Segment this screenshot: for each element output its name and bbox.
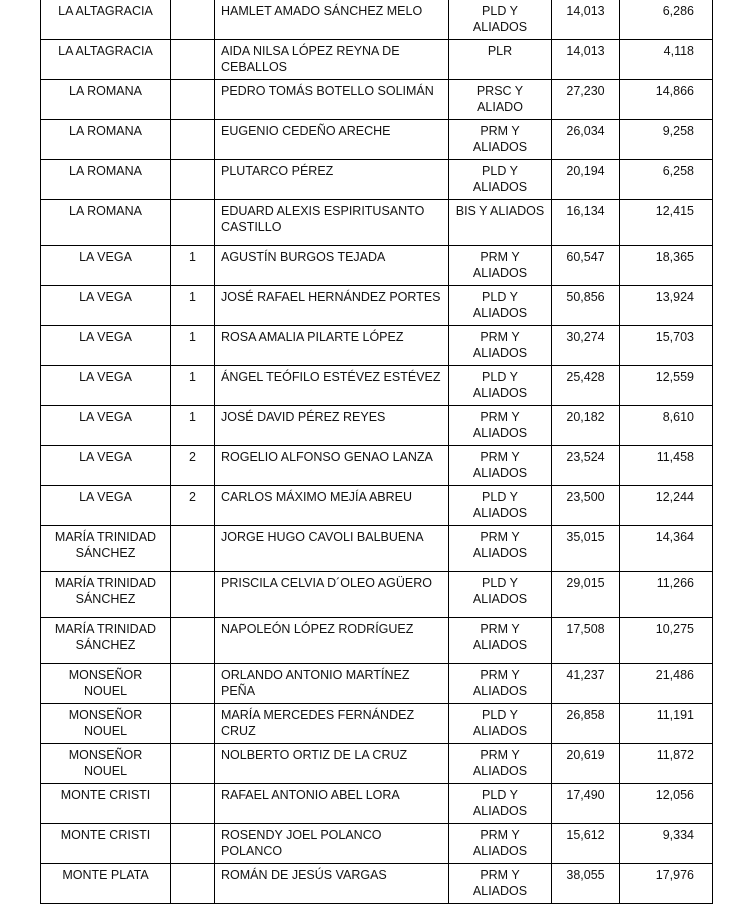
preferential-votes-cell: 6,286 — [620, 0, 713, 40]
circumscription-cell — [171, 200, 215, 246]
table-row — [41, 618, 713, 664]
table-row — [41, 664, 713, 704]
province-cell: LA ALTAGRACIA — [41, 0, 171, 40]
circumscription-cell — [171, 160, 215, 200]
preferential-votes-cell: 11,191 — [620, 704, 713, 744]
party-cell: PLD Y ALIADOS — [449, 572, 552, 618]
province-cell: LA VEGA — [41, 326, 171, 366]
circumscription-cell — [171, 618, 215, 664]
circumscription-cell: 1 — [171, 326, 215, 366]
preferential-votes-cell: 9,258 — [620, 120, 713, 160]
party-cell: PLD Y ALIADOS — [449, 486, 552, 526]
preferential-votes-cell: 11,266 — [620, 572, 713, 618]
votes-cell: 14,013 — [552, 40, 620, 80]
candidate-name-cell: JOSÉ RAFAEL HERNÁNDEZ PORTES — [215, 286, 449, 326]
circumscription-cell: 1 — [171, 286, 215, 326]
circumscription-cell — [171, 0, 215, 40]
province-cell: LA ROMANA — [41, 160, 171, 200]
circumscription-cell — [171, 824, 215, 864]
table-row — [41, 0, 713, 40]
votes-cell: 17,508 — [552, 618, 620, 664]
province-cell: MONTE PLATA — [41, 864, 171, 904]
table-row — [41, 80, 713, 120]
candidate-name-cell: MARÍA MERCEDES FERNÁNDEZ CRUZ — [215, 704, 449, 744]
votes-cell: 38,055 — [552, 864, 620, 904]
circumscription-cell — [171, 120, 215, 160]
circumscription-cell — [171, 704, 215, 744]
circumscription-cell — [171, 526, 215, 572]
candidate-name-cell: NOLBERTO ORTIZ DE LA CRUZ — [215, 744, 449, 784]
province-cell: LA VEGA — [41, 246, 171, 286]
votes-cell: 26,034 — [552, 120, 620, 160]
votes-cell: 14,013 — [552, 0, 620, 40]
candidate-name-cell: JOSÉ DAVID PÉREZ REYES — [215, 406, 449, 446]
preferential-votes-cell: 13,924 — [620, 286, 713, 326]
candidate-name-cell: JORGE HUGO CAVOLI BALBUENA — [215, 526, 449, 572]
candidate-name-cell: ORLANDO ANTONIO MARTÍNEZ PEÑA — [215, 664, 449, 704]
table-row — [41, 40, 713, 80]
party-cell: PLR — [449, 40, 552, 80]
preferential-votes-cell: 14,866 — [620, 80, 713, 120]
circumscription-cell — [171, 744, 215, 784]
province-cell: MARÍA TRINIDAD SÁNCHEZ — [41, 618, 171, 664]
party-cell: PRM Y ALIADOS — [449, 618, 552, 664]
party-cell: PRM Y ALIADOS — [449, 246, 552, 286]
candidate-name-cell: ROSENDY JOEL POLANCO POLANCO — [215, 824, 449, 864]
party-cell: PLD Y ALIADOS — [449, 704, 552, 744]
party-cell: PRM Y ALIADOS — [449, 864, 552, 904]
party-cell: PLD Y ALIADOS — [449, 286, 552, 326]
province-cell: LA VEGA — [41, 366, 171, 406]
circumscription-cell: 1 — [171, 406, 215, 446]
table-row — [41, 486, 713, 526]
votes-cell: 23,524 — [552, 446, 620, 486]
candidate-name-cell: AGUSTÍN BURGOS TEJADA — [215, 246, 449, 286]
table-row — [41, 406, 713, 446]
circumscription-cell — [171, 784, 215, 824]
votes-cell: 50,856 — [552, 286, 620, 326]
province-cell: MONTE CRISTI — [41, 784, 171, 824]
votes-cell: 20,194 — [552, 160, 620, 200]
party-cell: PLD Y ALIADOS — [449, 784, 552, 824]
party-cell: PRM Y ALIADOS — [449, 744, 552, 784]
candidate-name-cell: PEDRO TOMÁS BOTELLO SOLIMÁN — [215, 80, 449, 120]
votes-cell: 15,612 — [552, 824, 620, 864]
circumscription-cell — [171, 80, 215, 120]
preferential-votes-cell: 21,486 — [620, 664, 713, 704]
candidate-name-cell: EDUARD ALEXIS ESPIRITUSANTO CASTILLO — [215, 200, 449, 246]
table-row — [41, 572, 713, 618]
preferential-votes-cell: 12,415 — [620, 200, 713, 246]
party-cell: PLD Y ALIADOS — [449, 0, 552, 40]
candidate-name-cell: CARLOS MÁXIMO MEJÍA ABREU — [215, 486, 449, 526]
party-cell: PRM Y ALIADOS — [449, 120, 552, 160]
province-cell: LA ALTAGRACIA — [41, 40, 171, 80]
votes-cell: 41,237 — [552, 664, 620, 704]
party-cell: BIS Y ALIADOS — [449, 200, 552, 246]
circumscription-cell — [171, 664, 215, 704]
candidate-name-cell: EUGENIO CEDEÑO ARECHE — [215, 120, 449, 160]
circumscription-cell — [171, 40, 215, 80]
preferential-votes-cell: 10,275 — [620, 618, 713, 664]
party-cell: PLD Y ALIADOS — [449, 366, 552, 406]
votes-cell: 27,230 — [552, 80, 620, 120]
table-row — [41, 286, 713, 326]
results-table-body — [41, 0, 713, 904]
table-row — [41, 160, 713, 200]
candidate-name-cell: PLUTARCO PÉREZ — [215, 160, 449, 200]
table-row — [41, 704, 713, 744]
province-cell: LA VEGA — [41, 486, 171, 526]
party-cell: PRM Y ALIADOS — [449, 326, 552, 366]
table-row — [41, 784, 713, 824]
province-cell: MONSEÑOR NOUEL — [41, 664, 171, 704]
circumscription-cell: 1 — [171, 246, 215, 286]
table-row — [41, 526, 713, 572]
preferential-votes-cell: 12,559 — [620, 366, 713, 406]
candidate-name-cell: NAPOLEÓN LÓPEZ RODRÍGUEZ — [215, 618, 449, 664]
table-row — [41, 824, 713, 864]
results-table — [40, 0, 713, 904]
table-row — [41, 120, 713, 160]
province-cell: LA VEGA — [41, 446, 171, 486]
candidate-name-cell: HAMLET AMADO SÁNCHEZ MELO — [215, 0, 449, 40]
votes-cell: 17,490 — [552, 784, 620, 824]
province-cell: LA VEGA — [41, 286, 171, 326]
votes-cell: 20,619 — [552, 744, 620, 784]
preferential-votes-cell: 12,056 — [620, 784, 713, 824]
preferential-votes-cell: 14,364 — [620, 526, 713, 572]
circumscription-cell: 2 — [171, 446, 215, 486]
circumscription-cell: 2 — [171, 486, 215, 526]
table-row — [41, 446, 713, 486]
preferential-votes-cell: 6,258 — [620, 160, 713, 200]
candidate-name-cell: ÁNGEL TEÓFILO ESTÉVEZ ESTÉVEZ — [215, 366, 449, 406]
circumscription-cell — [171, 572, 215, 618]
province-cell: MONSEÑOR NOUEL — [41, 744, 171, 784]
party-cell: PRM Y ALIADOS — [449, 406, 552, 446]
candidate-name-cell: ROGELIO ALFONSO GENAO LANZA — [215, 446, 449, 486]
province-cell: MARÍA TRINIDAD SÁNCHEZ — [41, 526, 171, 572]
preferential-votes-cell: 8,610 — [620, 406, 713, 446]
votes-cell: 23,500 — [552, 486, 620, 526]
province-cell: LA ROMANA — [41, 80, 171, 120]
table-row — [41, 200, 713, 246]
votes-cell: 20,182 — [552, 406, 620, 446]
candidate-name-cell: PRISCILA CELVIA D´OLEO AGÜERO — [215, 572, 449, 618]
votes-cell: 29,015 — [552, 572, 620, 618]
circumscription-cell — [171, 864, 215, 904]
votes-cell: 30,274 — [552, 326, 620, 366]
preferential-votes-cell: 17,976 — [620, 864, 713, 904]
province-cell: MONTE CRISTI — [41, 824, 171, 864]
preferential-votes-cell: 9,334 — [620, 824, 713, 864]
votes-cell: 35,015 — [552, 526, 620, 572]
province-cell: LA VEGA — [41, 406, 171, 446]
candidate-name-cell: ROSA AMALIA PILARTE LÓPEZ — [215, 326, 449, 366]
province-cell: MONSEÑOR NOUEL — [41, 704, 171, 744]
circumscription-cell: 1 — [171, 366, 215, 406]
party-cell: PRSC Y ALIADO — [449, 80, 552, 120]
votes-cell: 60,547 — [552, 246, 620, 286]
preferential-votes-cell: 11,458 — [620, 446, 713, 486]
preferential-votes-cell: 15,703 — [620, 326, 713, 366]
party-cell: PLD Y ALIADOS — [449, 160, 552, 200]
candidate-name-cell: AIDA NILSA LÓPEZ REYNA DE CEBALLOS — [215, 40, 449, 80]
province-cell: LA ROMANA — [41, 200, 171, 246]
preferential-votes-cell: 12,244 — [620, 486, 713, 526]
votes-cell: 26,858 — [552, 704, 620, 744]
table-row — [41, 366, 713, 406]
table-row — [41, 246, 713, 286]
province-cell: MARÍA TRINIDAD SÁNCHEZ — [41, 572, 171, 618]
candidate-name-cell: RAFAEL ANTONIO ABEL LORA — [215, 784, 449, 824]
party-cell: PRM Y ALIADOS — [449, 526, 552, 572]
party-cell: PRM Y ALIADOS — [449, 664, 552, 704]
province-cell: LA ROMANA — [41, 120, 171, 160]
preferential-votes-cell: 11,872 — [620, 744, 713, 784]
votes-cell: 16,134 — [552, 200, 620, 246]
table-row — [41, 326, 713, 366]
party-cell: PRM Y ALIADOS — [449, 446, 552, 486]
table-row — [41, 744, 713, 784]
table-row — [41, 864, 713, 904]
votes-cell: 25,428 — [552, 366, 620, 406]
preferential-votes-cell: 4,118 — [620, 40, 713, 80]
party-cell: PRM Y ALIADOS — [449, 824, 552, 864]
candidate-name-cell: ROMÁN DE JESÚS VARGAS — [215, 864, 449, 904]
preferential-votes-cell: 18,365 — [620, 246, 713, 286]
